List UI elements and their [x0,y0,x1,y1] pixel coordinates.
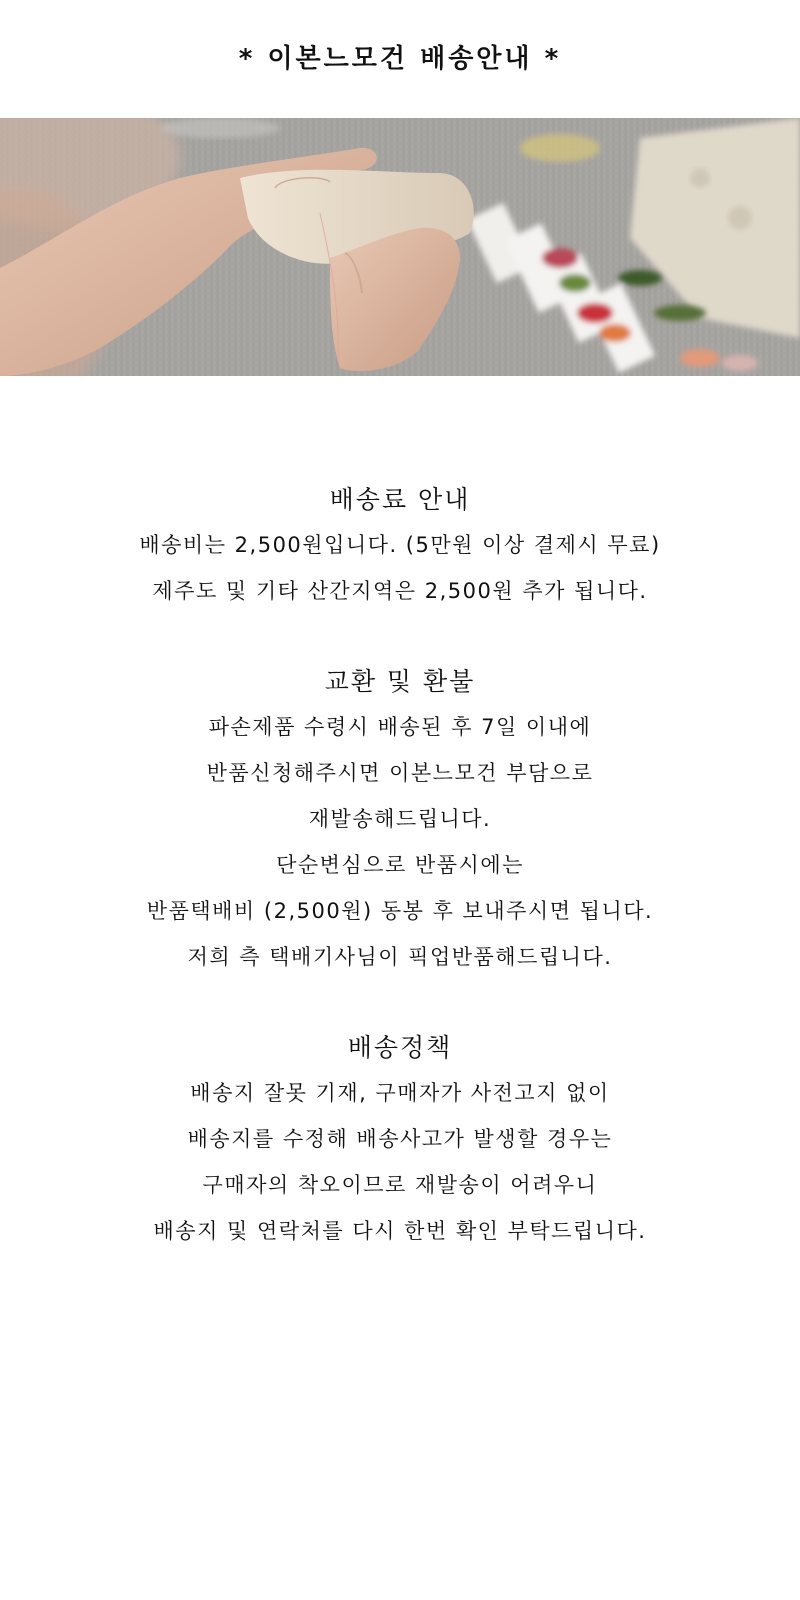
exchange-refund-section [0,660,800,980]
section-line: 구매자의 착오이므로 재발송이 어려우니 [202,1173,598,1197]
shipping-info-content [0,478,800,1300]
embroidery-photo [0,118,800,376]
section-line: 제주도 및 기타 산간지역은 2,500원 추가 됩니다. [152,579,648,603]
page-title: * 이본느모건 배송안내 * [238,44,562,74]
section-heading: 배송정책 [347,1033,453,1062]
shipping-fee-section [0,478,800,614]
section-line: 재발송해드립니다. [308,807,492,831]
section-line: 배송지 잘못 기재, 구매자가 사전고지 없이 [190,1081,610,1105]
shipping-policy-section [0,1026,800,1254]
section-line: 저희 측 택배기사님이 픽업반품해드립니다. [187,945,613,969]
section-line: 단순변심으로 반품시에는 [276,853,524,877]
section-line: 배송지 및 연락처를 다시 한번 확인 부탁드립니다. [153,1219,647,1243]
section-heading: 교환 및 환불 [324,667,476,696]
section-line: 배송비는 2,500원입니다. (5만원 이상 결제시 무료) [139,533,661,557]
section-heading: 배송료 안내 [329,485,471,514]
section-line: 파손제품 수령시 배송된 후 7일 이내에 [208,715,592,739]
section-line: 반품택배비 (2,500원) 동봉 후 보내주시면 됩니다. [146,899,654,923]
section-line: 배송지를 수정해 배송사고가 발생할 경우는 [187,1127,613,1151]
section-line: 반품신청해주시면 이본느모건 부담으로 [206,761,594,785]
